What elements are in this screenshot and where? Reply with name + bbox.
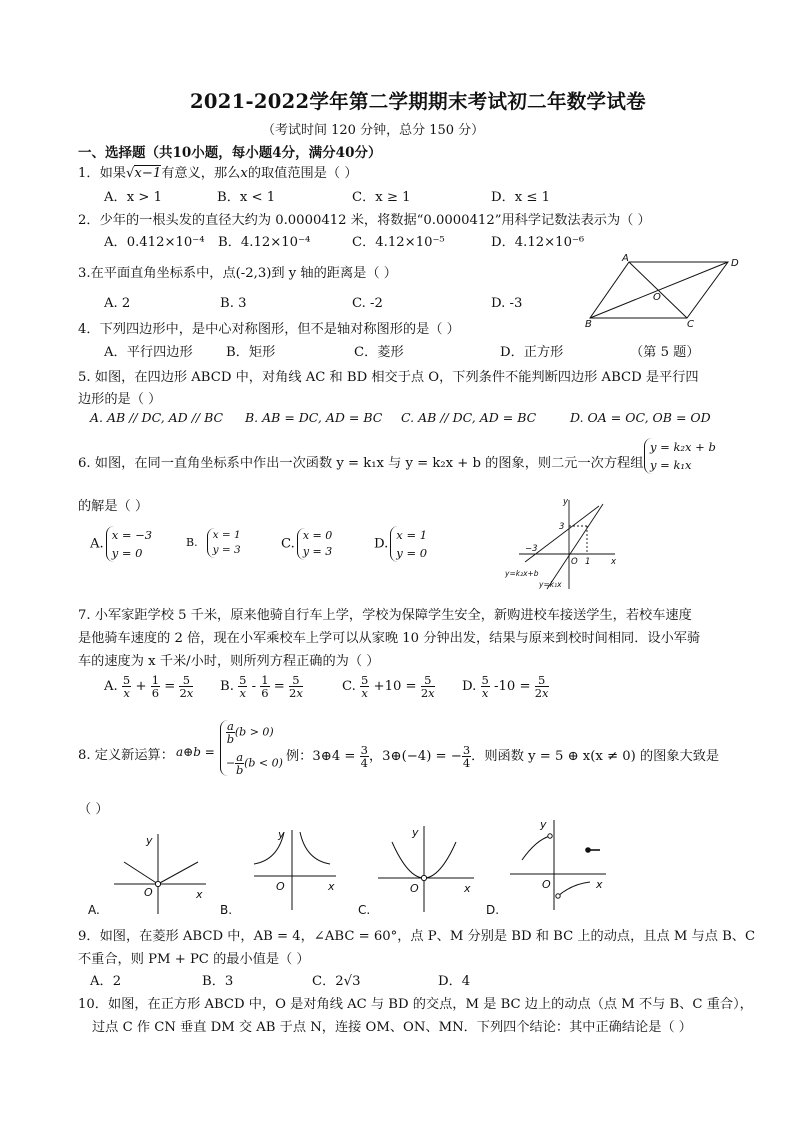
q7-option-b[interactable]: B. $\frac{5}{x}$ - $\frac{1}{6}$ = $\frac{5}{2x}$ [220,673,303,700]
q4-option-d[interactable]: D．正方形 [500,345,564,360]
q7c-label: C. [342,679,356,694]
question-6: 6. 如图，在同一直角坐标系中作出一次函数 y = k₁x 与 y = k₂x + b 的图象，则二元一次方程组 [78,456,644,471]
frac: $\frac{a}{b}$ [226,719,235,746]
question-5-line1: 5. 如图，在四边形 ABCD 中，对角线 AC 和 BD 相交于点 O，下列条件不能判断四边形 ABCD 是平行四 [78,370,699,385]
q8-example-3: ．则函数 y = 5 ⊕ x(x ≠ 0) 的图象大致是 [471,749,720,764]
q6-option-a-system [106,526,152,562]
q6-option-d-label: D. [374,536,389,552]
question-7-line1: 7. 小军家距学校 5 千米，原来他骑自行车上学，学校为保障学生安全，新购进校车接送学生，若校车速度 [78,608,692,623]
question-10-line2: 过点 C 作 CN 垂直 DM 交 AB 于点 N，连接 OM、ON、MN．下列四个结论：其中正确结论是（ ） [92,1020,692,1035]
q5-option-c[interactable]: C. AB // DC, AD = BC [401,410,537,425]
frac: $\frac{3}{4}$ [360,743,368,770]
q6-option-c-label: C. [281,536,295,552]
q6-eq-bottom: y = k₁x [650,458,692,472]
q4-option-b[interactable]: B．矩形 [226,345,276,360]
q2-option-c[interactable]: C．4.12×10⁻⁵ [352,235,445,250]
x-label: x [596,878,603,891]
q6-option-b-system [207,528,241,558]
line-k1 [547,504,603,589]
q2-option-a[interactable]: A．0.412×10⁻⁴ [104,235,205,250]
q7-option-d[interactable]: D. $\frac{5}{x}$ -10 = $\frac{5}{2x}$ [462,673,549,700]
q5-option-a[interactable]: A. AB // DC, AD // BC [90,410,224,425]
q4-option-a[interactable]: A．平行四边形 [104,345,193,360]
q6c-top: x = 0 [302,529,333,542]
q8-option-c-label: C. [358,903,371,917]
origin-label: O [542,878,551,891]
ray-left [124,862,158,884]
q6-option-c[interactable] [281,528,332,560]
frac: $\frac{1}{6}$ [261,673,269,700]
q8-piecewise [218,720,283,776]
y-label: y [146,834,153,847]
q8-graph-c[interactable] [352,822,482,918]
q7d-label: D. [462,679,477,694]
y-label: y [412,826,419,839]
q1-option-a[interactable]: A．x > 1 [104,190,162,205]
origin-label: O [144,886,153,899]
q8-graph-a[interactable] [86,826,216,918]
q8-case1-cond: (b > 0) [234,725,274,739]
q9-option-c[interactable]: C．2√3 [312,974,361,989]
question-10-line1: 10．如图，在正方形 ABCD 中，O 是对角线 AC 与 BD 的交点，M 是 BC 边上的动点（点 M 不与 B、C 重合）， [78,997,753,1012]
frac: $\frac{5}{x}$ [361,673,369,700]
q1-text-c: 的取值范围是（ ） [247,166,358,181]
label-a: A [622,253,629,264]
q8-answer-paren: （ ） [78,802,109,817]
q4-option-c[interactable]: C．菱形 [354,345,404,360]
frac: $\frac{5}{2x}$ [289,673,303,700]
q6d-bot: y = 0 [396,546,428,560]
q3-option-b[interactable]: B. 3 [220,296,247,311]
q1-radicand: x−1 [134,166,162,181]
open-dot [155,881,160,886]
q1-text: 1．如果 [78,166,126,181]
q6-option-d[interactable] [374,526,427,562]
q8-brace [220,720,283,776]
q6-option-a[interactable] [90,526,152,562]
frac: $\frac{a}{b}$ [235,750,244,777]
q8-graph-b[interactable] [218,826,348,918]
page-title: 2021-2022学年第二学期期末考试初二年数学试卷 [190,90,646,113]
q6a-bot: y = 0 [111,546,143,560]
q5-option-b[interactable]: B. AB = DC, AD = BC [245,410,383,425]
q1-text-b: 有意义，那么 [161,166,241,181]
tick-1: 1 [585,557,591,567]
q7a-label: A. [104,679,118,694]
line-k2-label: y=k₂x+b [505,569,539,578]
open-dot-left [548,834,552,838]
q9-option-b[interactable]: B．3 [202,974,234,989]
q6-option-b[interactable] [186,528,241,558]
question-9-line2: 不重合，则 PM + PC 的最小值是（ ） [78,952,310,967]
q6-option-c-system [297,528,332,560]
question-8-text: 8. 定义新运算： [78,748,174,763]
q6-option-d-system [390,526,427,562]
q6-option-b-label: B. [186,536,198,549]
open-dot [421,875,426,880]
curve-right [558,882,590,896]
exam-info: （考试时间 120 分钟，总分 150 分） [262,123,485,138]
q1-option-b[interactable]: B．x < 1 [217,190,276,205]
q6a-top: x = −3 [111,528,153,542]
q1-var: x [240,166,248,181]
q3-option-a[interactable]: A. 2 [104,296,131,311]
q6b-bot: y = 3 [212,544,241,556]
question-7-line2: 是他骑车速度的 2 倍，现在小军乘校车上学可以从家晚 10 分钟出发，结果与原来到校时间相同．设小军骑 [78,631,701,646]
question-7-line3: 车的速度为 x 千米/小时，则所列方程正确的为（ ） [78,654,380,669]
q7-option-c[interactable]: C. $\frac{5}{x}$ +10 = $\frac{5}{2x}$ [342,673,435,700]
q3-option-d[interactable]: D. -3 [491,296,523,311]
q6-option-a-label: A. [90,536,104,552]
q8-example [286,744,719,769]
x-label: x [196,888,203,901]
y-label: y [278,828,285,841]
frac: $\frac{5}{x}$ [481,673,489,700]
q8-option-d-label: D. [486,903,500,917]
q8-case-2: − $\frac{a}{b}$ (b < 0) [226,750,283,777]
q8-example-1: 例：3⊕4 = [286,749,356,764]
q1-option-d[interactable]: D．x ≤ 1 [491,190,551,205]
question-9-line1: 9．如图，在菱形 ABCD 中，AB = 4，∠ABC = 60°，点 P、M 分别是 BD 和 BC 上的动点，且点 M 与点 B、C [78,929,756,944]
q5-option-d[interactable]: D. OA = OC, OB = OD [570,410,711,425]
frac: $\frac{5}{x}$ [239,673,247,700]
q7b-label: B. [220,679,234,694]
q6-graph [503,494,621,594]
x-label: x [464,882,471,895]
open-dot-right [556,894,560,898]
tick-3: 3 [559,522,565,532]
q2-option-d[interactable]: D．4.12×10⁻⁶ [491,235,585,250]
q8-case2-cond: (b < 0) [244,756,283,770]
q8-expr: a⊕b = [176,745,215,759]
label-c: C [687,319,694,330]
label-d: D [731,258,739,269]
q6b-top: x = 1 [212,529,241,541]
frac: $\frac{5}{2x}$ [534,673,549,700]
q6d-top: x = 1 [396,528,428,542]
question-4: 4．下列四边形中，是中心对称图形，但不是轴对称图形的是（ ） [78,322,460,337]
curve-right [300,832,330,864]
q9-option-a[interactable]: A．2 [90,974,122,989]
x-label: x [328,880,335,893]
closed-dot [586,848,591,853]
q6-equation-system [642,438,716,474]
q7-option-a[interactable]: A. $\frac{5}{x}$ + $\frac{1}{6}$ = $\frac{5}{2x}$ [104,673,194,700]
origin-label: O [571,557,578,567]
tick-neg3: −3 [525,544,538,554]
label-b: B [585,319,592,330]
q8-option-b-label: B. [220,903,233,917]
frac: $\frac{1}{6}$ [151,673,160,700]
curve-left [522,836,550,860]
ray-right [158,862,198,884]
y-label: y [540,818,547,831]
question-3: 3.在平面直角坐标系中，点(-2,3)到 y 轴的距离是（ ） [78,266,397,281]
x-axis-label: x [611,557,617,567]
line-k1-label: y=k₁x [539,580,562,589]
q8-example-2: ，3⊕(−4) = − [368,749,462,764]
q9-option-d[interactable]: D．4 [438,974,471,989]
q3-option-c[interactable]: C. -2 [352,296,383,311]
q6c-bot: y = 3 [302,545,333,558]
frac: $\frac{3}{4}$ [462,743,471,770]
frac: $\frac{5}{x}$ [122,673,131,700]
q8-graph-d[interactable] [484,816,614,918]
frac: $\frac{5}{2x}$ [179,673,194,700]
q6-eq-top: y = k₂x + b [650,440,716,454]
frac: $\frac{5}{2x}$ [420,673,435,700]
label-o: O [653,292,661,303]
y-axis-label: y [563,497,569,507]
figure-caption: （第 5 题） [630,345,700,360]
parallelogram-figure [585,252,745,330]
question-2: 2．少年的一根头发的直径大约为 0.0000412 米，将数据“0.0000412”用科学记数法表示为（ ） [78,213,651,228]
sqrt-symbol: √ [125,166,135,181]
origin-label: O [276,880,285,893]
question-5-line2: 边形的是（ ） [78,392,162,407]
section-heading: 一、选择题（共10小题，每小题4分，满分40分） [78,145,382,161]
question-1 [78,162,358,181]
origin-label: O [410,882,419,895]
q6-brace [644,438,716,474]
question-6-line2: 的解是（ ） [78,499,149,514]
q2-option-b[interactable]: B．4.12×10⁻⁴ [218,235,311,250]
q8-option-a-label: A. [88,903,100,917]
q8-case-1 [226,720,283,745]
q1-option-c[interactable]: C．x ≥ 1 [352,190,411,205]
